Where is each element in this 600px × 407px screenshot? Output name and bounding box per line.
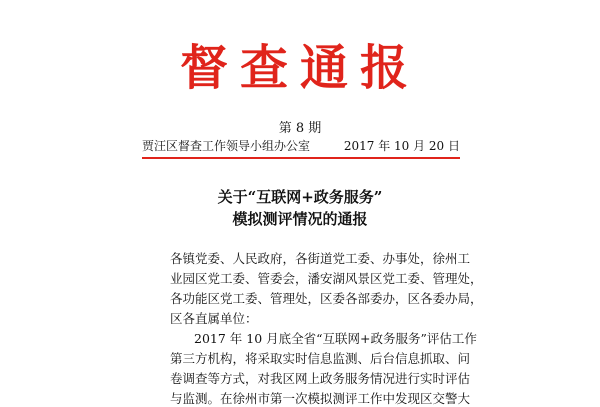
issue-date: 2017 年 10 月 20 日 xyxy=(343,139,460,153)
body-line: 第三方机构，将采取实时信息监测、后台信息抓取、问 xyxy=(170,351,471,366)
body-line: 与监测。在徐州市第一次模拟测评工作中发现区交警大 xyxy=(170,391,471,406)
issuer-office: 贾汪区督查工作领导小组办公室 xyxy=(142,139,311,153)
notice-masthead-title: 督查通报 xyxy=(179,40,420,96)
document-title-line-2: 模拟测评情况的通报 xyxy=(232,210,368,228)
body-line: 2017 年 10 月底全省“互联网+政务服务”评估工作 xyxy=(194,331,477,346)
document-title-line-1: 关于“互联网+政务服务” xyxy=(217,188,383,206)
body-line: 区各直属单位： xyxy=(170,311,258,326)
issuer-line xyxy=(142,139,460,153)
body-line: 各镇党委、人民政府，各街道党工委、办事处，徐州工 xyxy=(170,251,471,266)
red-divider-rule xyxy=(142,157,460,159)
body-line: 业园区党工委、管委会，潘安湖风景区党工委、管理处， xyxy=(170,271,483,286)
body-line: 各功能区党工委、管理处，区委各部委办，区各委办局， xyxy=(170,291,483,306)
body-line: 卷调查等方式，对我区网上政务服务情况进行实时评估 xyxy=(170,371,471,386)
issue-number: 第 8 期 xyxy=(278,121,322,136)
